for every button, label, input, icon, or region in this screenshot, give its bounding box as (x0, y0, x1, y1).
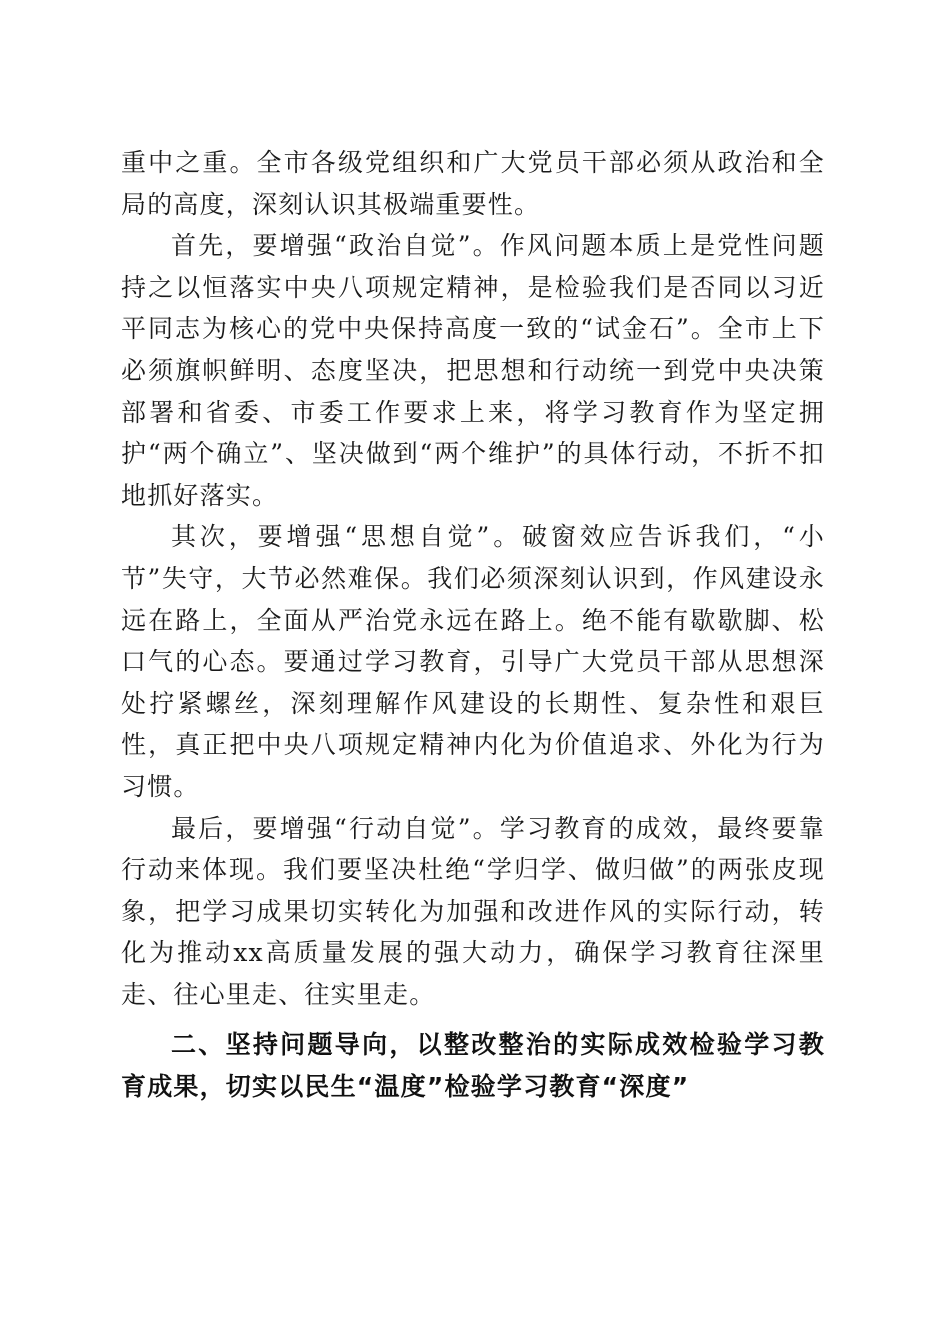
paragraph-action-awareness: 最后，要增强“行动自觉”。学习教育的成效，最终要靠行动来体现。我们要坚决杜绝“学归学、做归做”的两张皮现象，把学习成果切实转化为加强和改进作风的实际行动，转化为推动xx高质量发展的强大动力，确保学习教育往深里走、往心里走、往实里走。 (121, 813, 825, 1009)
paragraph-continuation: 重中之重。全市各级党组织和广大党员干部必须从政治和全局的高度，深刻认识其极端重要性。 (121, 148, 825, 219)
document-body (121, 142, 825, 1108)
paragraph-ideological-awareness: 其次，要增强“思想自觉”。破窗效应告诉我们，“小节”失守，大节必然难保。我们必须深刻认识到，作风建设永远在路上，全面从严治党永远在路上。绝不能有歇歇脚、松口气的心态。要通过学习教育，引导广大党员干部从思想深处拧紧螺丝，深刻理解作风建设的长期性、复杂性和艰巨性，真正把中央八项规定精神内化为价值追求、外化为行为习惯。 (121, 522, 825, 801)
paragraph-political-awareness: 首先，要增强“政治自觉”。作风问题本质上是党性问题持之以恒落实中央八项规定精神，是检验我们是否同以习近平同志为核心的党中央保持高度一致的“试金石”。全市上下必须旗帜鲜明、态度坚决，把思想和行动统一到党中央决策部署和省委、市委工作要求上来，将学习教育作为坚定拥护“两个确立”、坚决做到“两个维护”的具体行动，不折不扣地抓好落实。 (121, 231, 825, 510)
section-heading: 二、坚持问题导向，以整改整治的实际成效检验学习教育成果，切实以民生“温度”检验学习教育“深度” (121, 1030, 825, 1102)
